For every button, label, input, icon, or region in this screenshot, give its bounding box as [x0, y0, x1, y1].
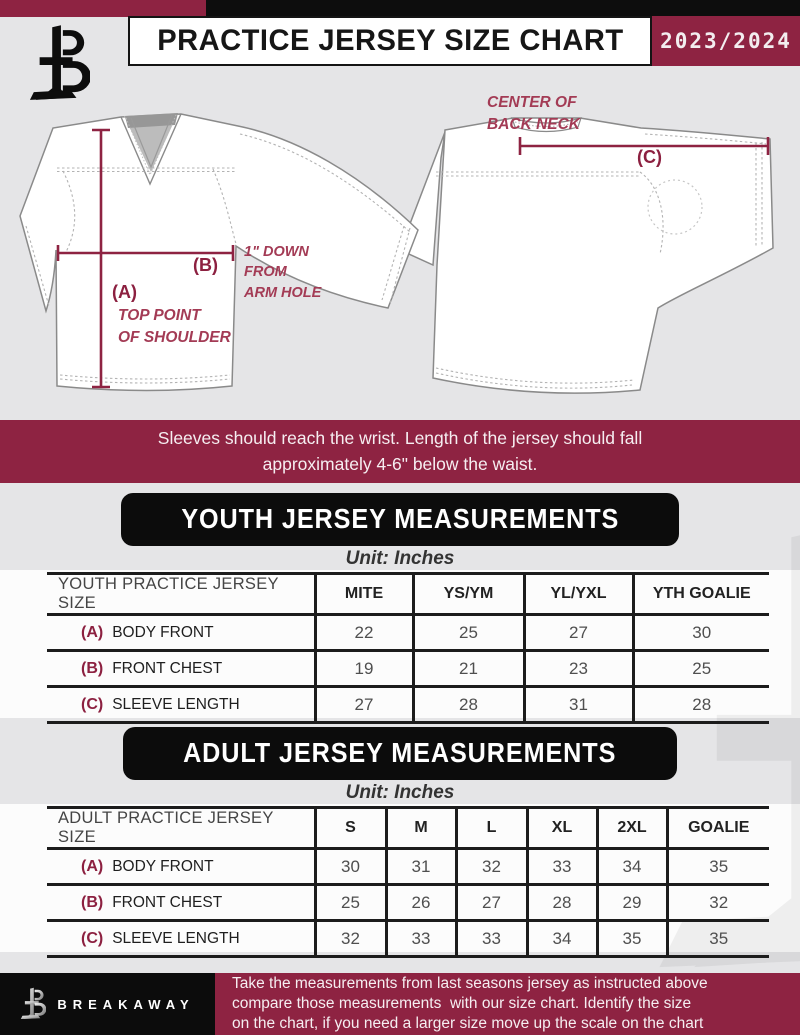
adult-col-goalie: GOALIE — [667, 808, 769, 849]
youth-col-mite: MITE — [315, 574, 413, 615]
table-cell: 35 — [667, 921, 769, 957]
footer-instructions — [215, 973, 800, 1035]
adult-heading-wrap — [0, 727, 800, 780]
table-cell: 26 — [386, 885, 456, 921]
fit-notice-banner — [0, 420, 800, 483]
table-cell: 34 — [527, 921, 597, 957]
youth-heading-pill — [121, 493, 680, 546]
table-cell: 19 — [315, 651, 413, 687]
adult-col-m: M — [386, 808, 456, 849]
adult-header-row — [47, 808, 769, 849]
page-title: PRACTICE JERSEY SIZE CHART — [156, 24, 624, 57]
jersey-diagrams-svg — [0, 68, 800, 420]
table-cell: 27 — [524, 615, 633, 651]
table-cell: 31 — [386, 849, 456, 885]
table-cell: 35 — [597, 921, 667, 957]
measure-a-key: (A) — [112, 282, 137, 302]
table-cell: 30 — [315, 849, 386, 885]
table-cell: 28 — [413, 687, 524, 723]
back-jersey-drawing — [400, 118, 773, 393]
table-cell: 22 — [315, 615, 413, 651]
season-label: 2023/2024 — [660, 29, 792, 53]
footer-b-logo — [20, 987, 46, 1021]
table-cell: 32 — [456, 849, 527, 885]
table-cell: 29 — [597, 885, 667, 921]
table-cell: 31 — [524, 687, 633, 723]
table-cell: 27 — [315, 687, 413, 723]
adult-col-xl: XL — [527, 808, 597, 849]
table-cell: 32 — [667, 885, 769, 921]
footer-note-line2: compare those measurements with our size chart. Identify the size — [232, 994, 692, 1012]
row-label: BODY FRONT — [112, 857, 214, 875]
header-maroon-strip — [0, 0, 206, 17]
measure-b-key: (B) — [193, 255, 218, 275]
youth-header-row — [47, 574, 769, 615]
adult-heading-pill — [123, 727, 676, 780]
row-label: FRONT CHEST — [112, 893, 223, 911]
center-back-neck-label: CENTER OF BACK NECK — [487, 94, 580, 133]
youth-row-sleeve-length — [47, 687, 769, 723]
adult-size-table — [47, 806, 769, 958]
table-cell: 28 — [633, 687, 769, 723]
youth-heading-wrap — [0, 493, 800, 546]
table-cell: 25 — [413, 615, 524, 651]
row-key: (C) — [81, 695, 104, 713]
table-cell: 33 — [527, 849, 597, 885]
fit-notice-line2: approximately 4-6" below the waist. — [262, 453, 538, 474]
fit-notice-line1: Sleeves should reach the wrist. Length of the jersey should fall — [157, 428, 643, 449]
jersey-diagram-area — [0, 68, 800, 420]
page-title-box — [128, 16, 652, 66]
table-cell: 30 — [633, 615, 769, 651]
footer-brand-block — [0, 973, 215, 1035]
season-badge — [652, 16, 800, 66]
youth-row-body-front — [47, 615, 769, 651]
measure-a-note: TOP POINT OF SHOULDER — [118, 307, 231, 346]
youth-heading: YOUTH JERSEY MEASUREMENTS — [181, 503, 619, 534]
adult-col-s: S — [315, 808, 386, 849]
adult-row-body-front — [47, 849, 769, 885]
row-key: (B) — [81, 659, 104, 677]
header-black-strip — [206, 0, 800, 17]
row-key: (A) — [81, 857, 104, 875]
table-cell: 21 — [413, 651, 524, 687]
adult-col-l: L — [456, 808, 527, 849]
adult-row-front-chest — [47, 885, 769, 921]
measure-b-note: 1" DOWN FROM ARM HOLE — [244, 244, 322, 301]
table-cell: 25 — [315, 885, 386, 921]
measure-c-key: (C) — [637, 147, 662, 167]
youth-col-ylyxl: YL/YXL — [524, 574, 633, 615]
table-cell: 27 — [456, 885, 527, 921]
youth-col-goalie: YTH GOALIE — [633, 574, 769, 615]
row-key: (A) — [81, 623, 104, 641]
table-cell: 25 — [633, 651, 769, 687]
row-key: (C) — [81, 929, 104, 947]
table-cell: 33 — [386, 921, 456, 957]
footer-note-line3: on the chart, if you need a larger size move up the scale on the chart — [232, 1015, 704, 1033]
youth-corner-label: YOUTH PRACTICE JERSEY SIZE — [58, 575, 279, 612]
youth-unit-label: Unit: Inches — [345, 548, 455, 569]
youth-row-front-chest — [47, 651, 769, 687]
adult-row-sleeve-length — [47, 921, 769, 957]
row-label: SLEEVE LENGTH — [112, 695, 240, 713]
row-label: BODY FRONT — [112, 623, 214, 641]
youth-col-ysym: YS/YM — [413, 574, 524, 615]
table-cell: 33 — [456, 921, 527, 957]
footer-brand-name: BREAKAWAY — [57, 996, 195, 1012]
adult-heading: ADULT JERSEY MEASUREMENTS — [183, 737, 617, 768]
table-cell: 34 — [597, 849, 667, 885]
adult-unit-label: Unit: Inches — [345, 782, 455, 803]
table-cell: 23 — [524, 651, 633, 687]
table-cell: 32 — [315, 921, 386, 957]
row-label: SLEEVE LENGTH — [112, 929, 240, 947]
adult-col-2xl: 2XL — [597, 808, 667, 849]
row-key: (B) — [81, 893, 104, 911]
footer — [0, 973, 800, 1035]
adult-corner-label: ADULT PRACTICE JERSEY SIZE — [58, 809, 274, 846]
row-label: FRONT CHEST — [112, 659, 223, 677]
table-cell: 35 — [667, 849, 769, 885]
table-cell: 28 — [527, 885, 597, 921]
footer-note-line1: Take the measurements from last seasons jersey as instructed above — [232, 974, 708, 992]
youth-size-table — [47, 572, 769, 724]
